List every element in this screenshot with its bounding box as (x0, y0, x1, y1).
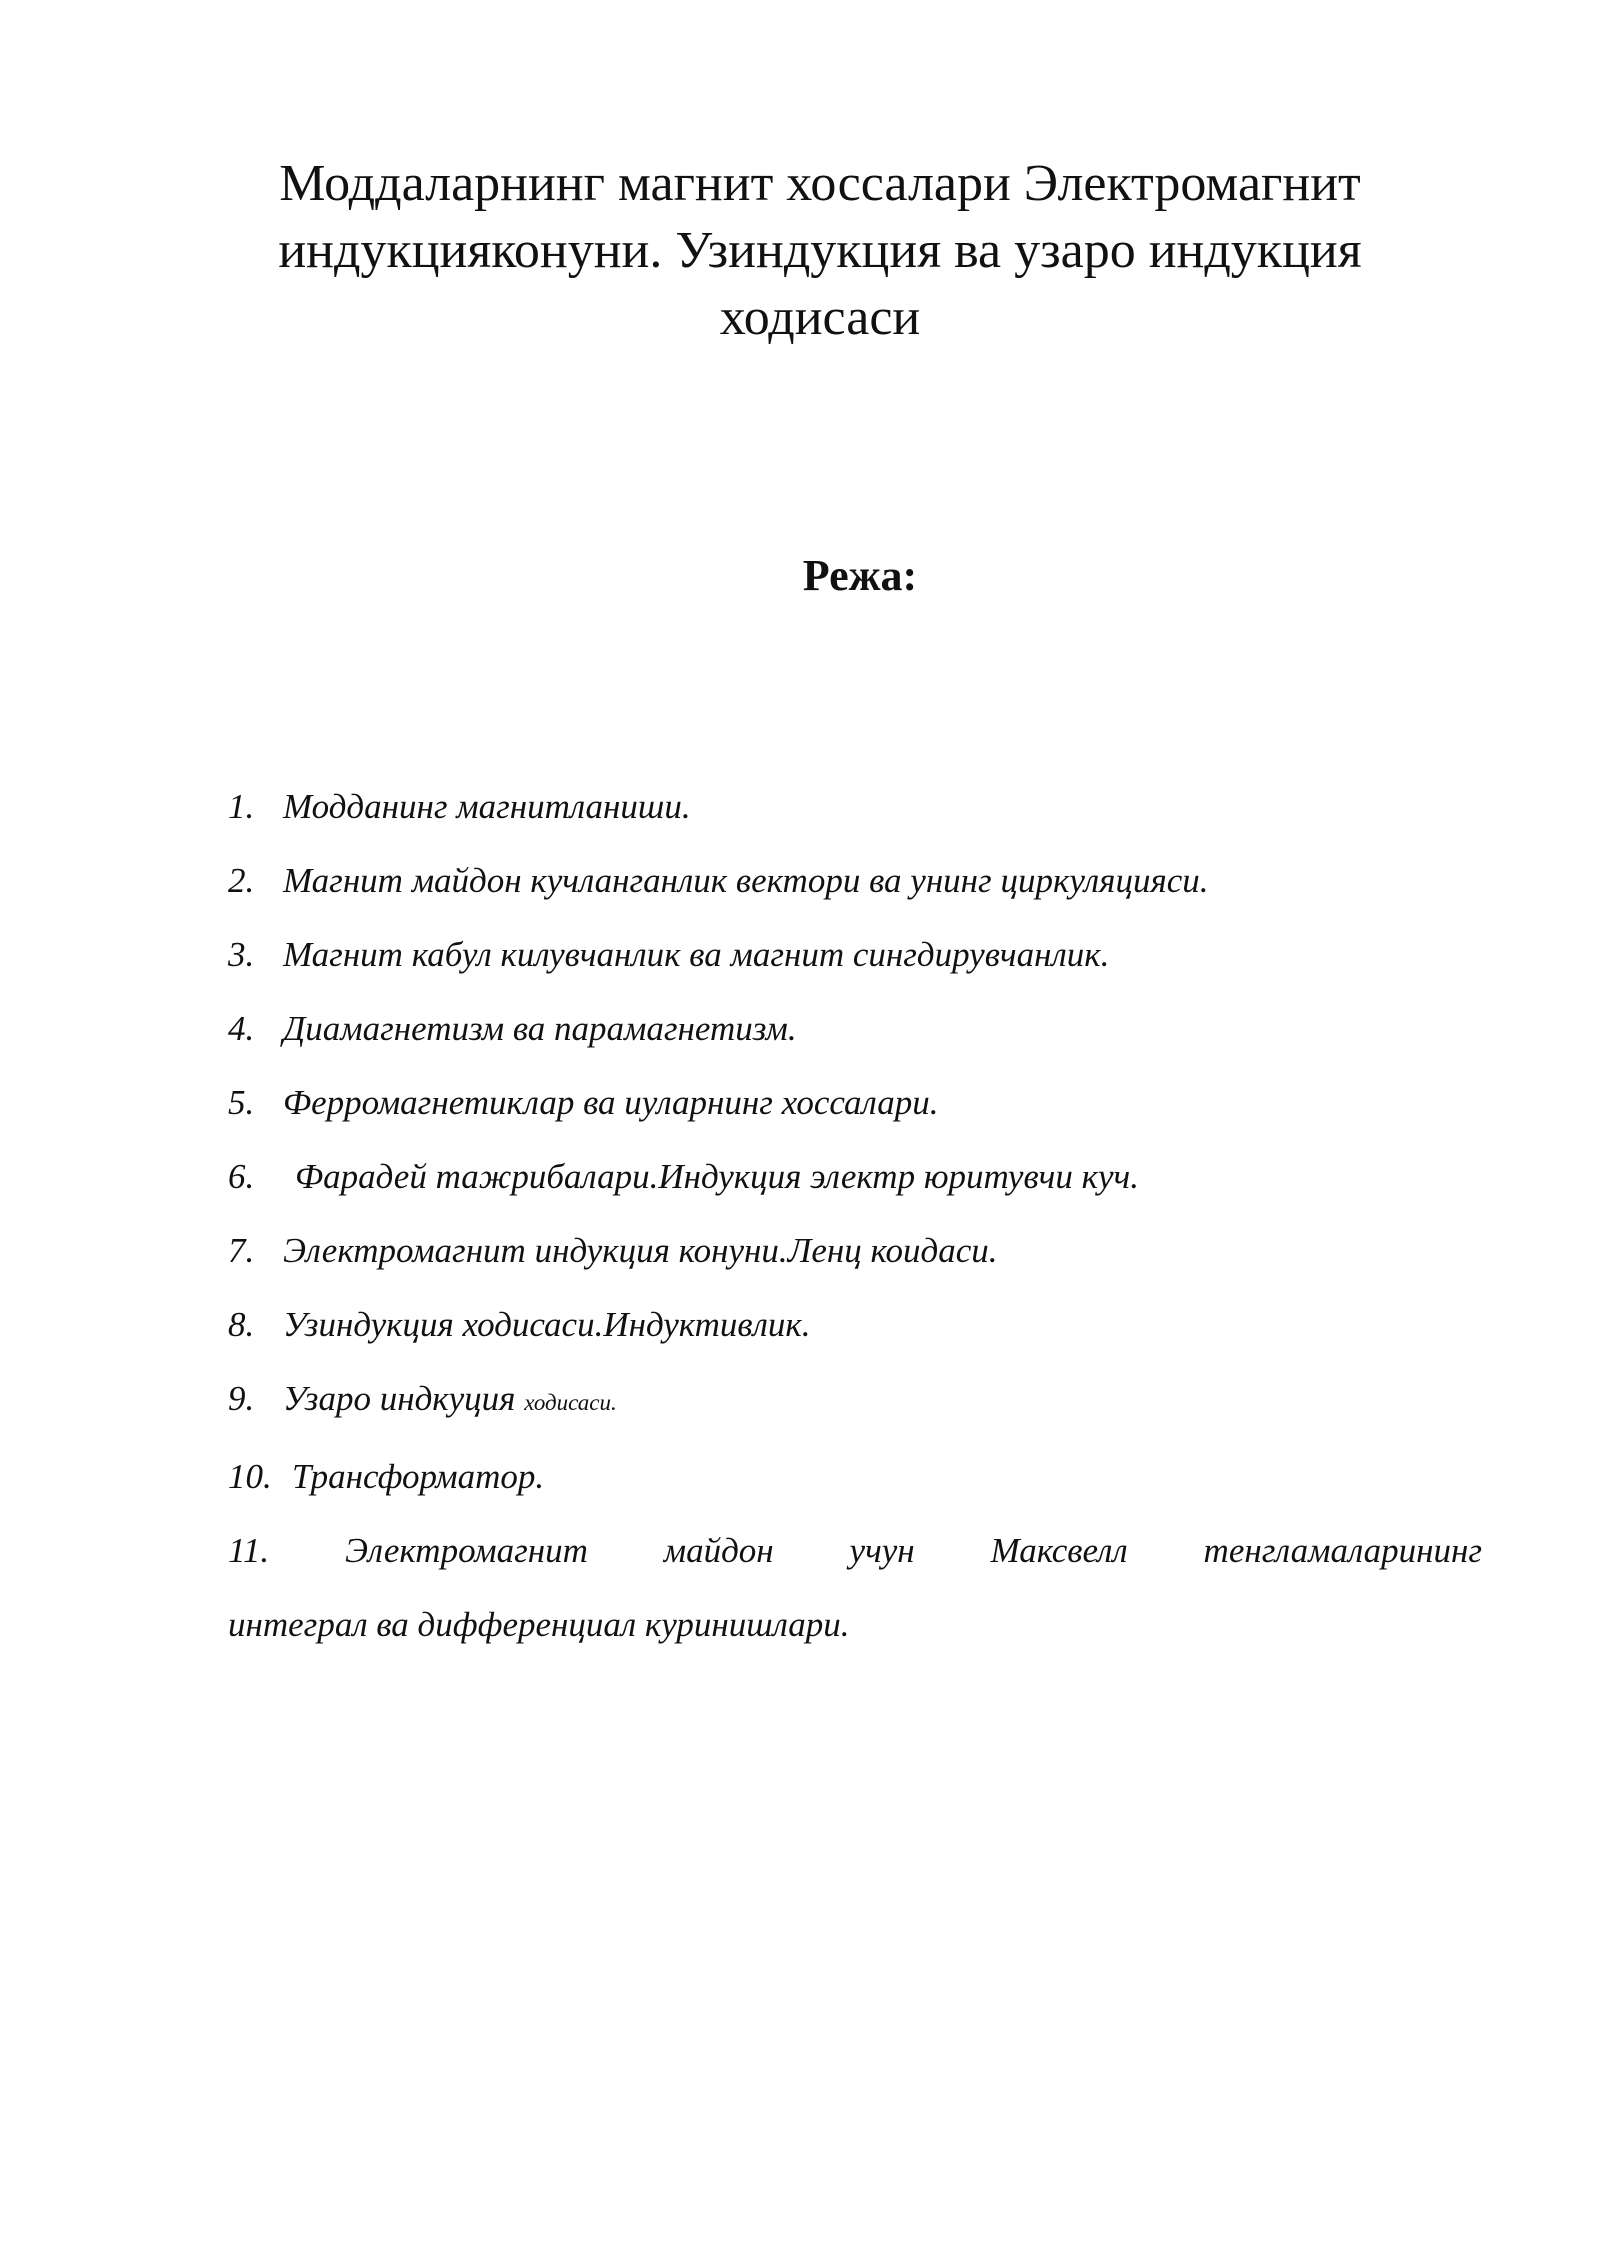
plan-item-text-continuation: интеграл ва дифференциал куринишлари. (228, 1605, 850, 1644)
plan-item-text-small: ходисаси. (524, 1390, 617, 1415)
plan-item-number: 5. (228, 1083, 255, 1122)
plan-item-10 (228, 1440, 1482, 1514)
plan-item-4 (228, 992, 1482, 1066)
plan-item-number: 4. (228, 1009, 255, 1048)
plan-item-text: Модданинг магнитланиши. (283, 787, 691, 826)
plan-item-2 (228, 844, 1482, 918)
plan-item-8 (228, 1288, 1482, 1362)
plan-item-11 (228, 1514, 1482, 1588)
plan-item-text: Электромагнит майдон учун Максвелл тенгламаларининг (345, 1531, 1483, 1570)
plan-item-number: 10. (228, 1457, 272, 1496)
plan-item-7 (228, 1214, 1482, 1288)
plan-item-number: 11. (228, 1531, 270, 1570)
plan-item-1 (228, 770, 1482, 844)
plan-item-number: 9. (228, 1379, 255, 1418)
plan-item-text: Магнит майдон кучланганлик вектори ва унинг циркуляцияси. (283, 861, 1209, 900)
plan-item-text: Узаро индкуция (283, 1379, 516, 1418)
plan-item-text: Трансформатор. (292, 1457, 545, 1496)
plan-item-number: 3. (228, 935, 255, 974)
plan-item-11-continuation (228, 1588, 1482, 1662)
plan-item-text: Ферромагнетиклар ва иуларнинг хоссалари. (283, 1083, 939, 1122)
plan-item-6 (228, 1140, 1482, 1214)
plan-item-text: Электромагнит индукция конуни.Ленц коидаси. (283, 1231, 998, 1270)
plan-item-number: 8. (228, 1305, 255, 1344)
plan-item-3 (228, 918, 1482, 992)
plan-item-5 (228, 1066, 1482, 1140)
plan-item-9 (228, 1362, 1482, 1440)
plan-item-number: 7. (228, 1231, 255, 1270)
document-title (200, 150, 1440, 351)
plan-item-text: Узиндукция ходисаси.Индуктивлик. (283, 1305, 811, 1344)
plan-item-text: Фарадей тажрибалари.Индукция электр юритувчи куч. (295, 1157, 1139, 1196)
plan-item-text: Магнит кабул килувчанлик ва магнит сингдирувчанлик. (283, 935, 1110, 974)
plan-list (228, 770, 1482, 1662)
title-line-1: Моддаларнинг магнит хоссалари Электромагнит (279, 155, 1361, 212)
plan-item-text: Диамагнетизм ва парамагнетизм. (283, 1009, 797, 1048)
plan-heading: Режа: (802, 551, 918, 600)
plan-item-number: 1. (228, 787, 255, 826)
title-line-2: индукцияконуни. Узиндукция ва узаро индукция (278, 222, 1362, 279)
title-line-3: ходисаси (719, 289, 921, 346)
plan-item-number: 6. (228, 1157, 255, 1196)
plan-item-number: 2. (228, 861, 255, 900)
